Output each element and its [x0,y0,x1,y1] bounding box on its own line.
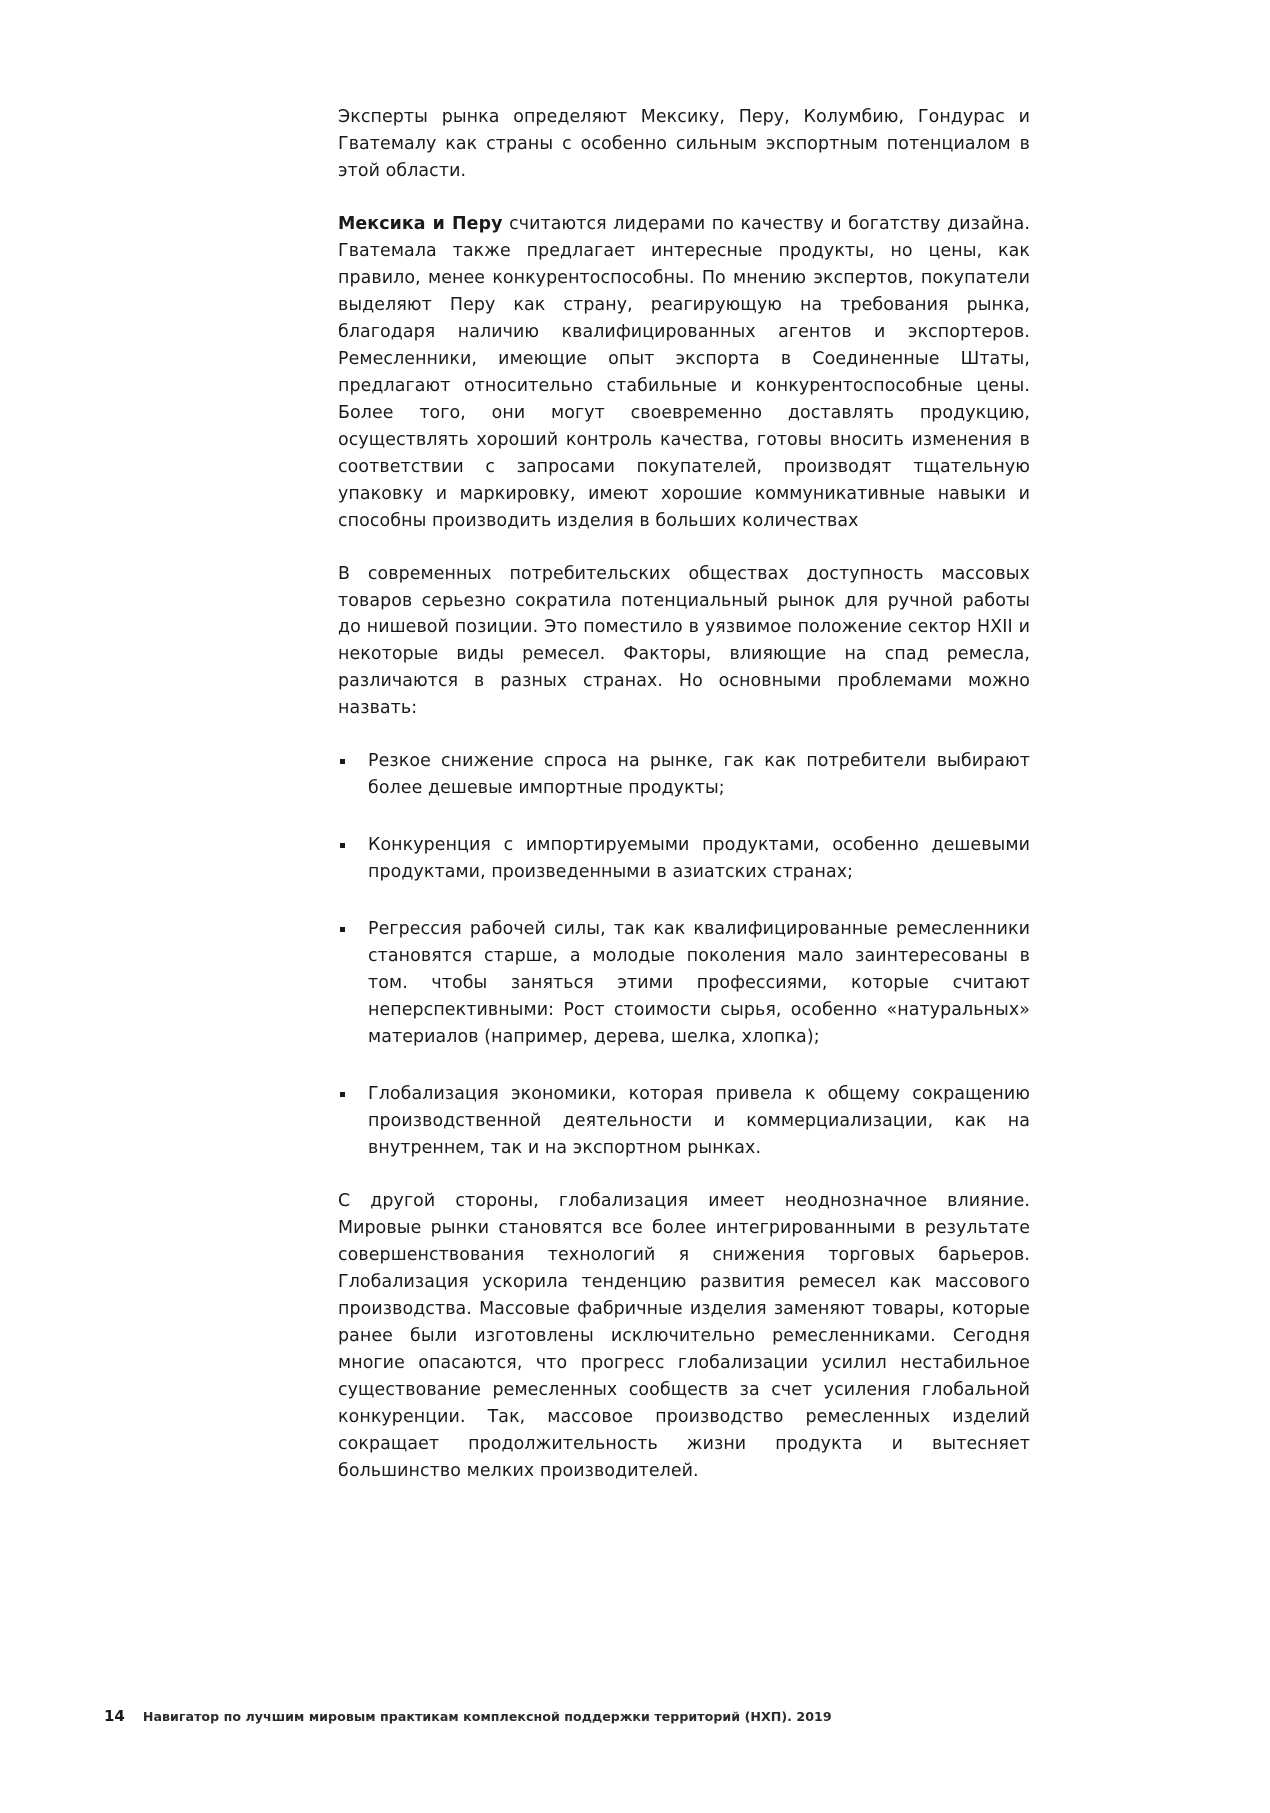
list-item-text: Регрессия рабочей силы, так как квалифицированные ремесленники становятся старше, а молодые поколения мало заинтересованы в том. чтобы заняться этими профессиями, которые считают неперспективными: Рост стоимости сырья, особенно «натуральных» материалов (например, дерева, шелка, хлопка); [368,919,1030,1048]
list-item-text: Глобализация экономики, которая привела к общему сокращению производственной деятельности и коммерциализации, как на внутреннем, так и на экспортном рынках. [368,1084,1030,1158]
paragraph-intro [338,104,1030,185]
page-number: 14 [104,1707,125,1725]
page-footer [104,1707,1164,1725]
list-item-text: Конкуренция с импортируемыми продуктами, особенно дешевыми продуктами, произведенными в азиатских странах; [368,835,1030,883]
list-item [338,916,1030,1051]
paragraph-intro-text: Эксперты рынка определяют Мексику, Перу, Колумбию, Гондурас и Гватемалу как страны с особенно сильным экспортным потенциалом в этой области. [338,107,1030,181]
list-item-text: Резкое снижение спроса на рынке, гак как потребители выбирают более дешевые импортные продукты; [368,751,1030,799]
page-content [338,104,1030,1485]
footer-title: Навигатор по лучшим мировым практикам комплексной поддержки территорий (НХП). 2019 [142,1709,832,1724]
paragraph-globalization [338,1188,1030,1485]
list-item [338,1081,1030,1162]
paragraph-mexico-peru [338,211,1030,535]
paragraph-globalization-text: С другой стороны, глобализация имеет неоднозначное влияние. Мировые рынки становятся все более интегрированными в результате совершенствования технологий я снижения торговых барьеров. Глобализация ускорила тенденцию развития ремесел как массового производства. Массовые фабричные изделия заменяют товары, которые ранее были изготовлены исключительно ремесленниками. Сегодня многие опасаются, что прогресс глобализации усилил нестабильное существование ремесленных сообществ за счет усиления глобальной конкуренции. Так, массовое производство ремесленных изделий сокращает продолжительность жизни продукта и вытесняет большинство мелких производителей. [338,1190,1030,1481]
list-item [338,748,1030,802]
problems-list [338,748,1030,1162]
paragraph-mexico-peru-text: считаются лидерами по качеству и богатству дизайна. Гватемала также предлагает интересные продукты, но цены, как правило, менее конкурентоспособны. По мнению экспертов, покупатели выделяют Перу как страну, реагирующую на требования рынка, благодаря наличию квалифицированных агентов и экспортеров. Ремесленники, имеющие опыт экспорта в Соединенные Штаты, предлагают относительно стабильные и конкурентоспособные цены. Более того, они могут своевременно доставлять продукцию, осуществлять хороший контроль качества, готовы вносить изменения в соответствии с запросами покупателей, производят тщательную упаковку и маркировку, имеют хорошие коммуникативные навыки и способны производить изделия в больших количествах [338,213,1030,531]
list-item [338,832,1030,886]
paragraph-consumer-societies-text: В современных потребительских обществах доступность массовых товаров серьезно сократила потенциальный рынок для ручной работы до нишевой позиции. Это поместило в уязвимое положение сектор НХII и некоторые виды ремесел. Факторы, влияющие на спад ремесла, различаются в разных странах. Но основными проблемами можно назвать: [338,563,1030,719]
paragraph-consumer-societies [338,561,1030,723]
paragraph-lead-mexico-peru: Мексика и Перу [338,213,503,234]
